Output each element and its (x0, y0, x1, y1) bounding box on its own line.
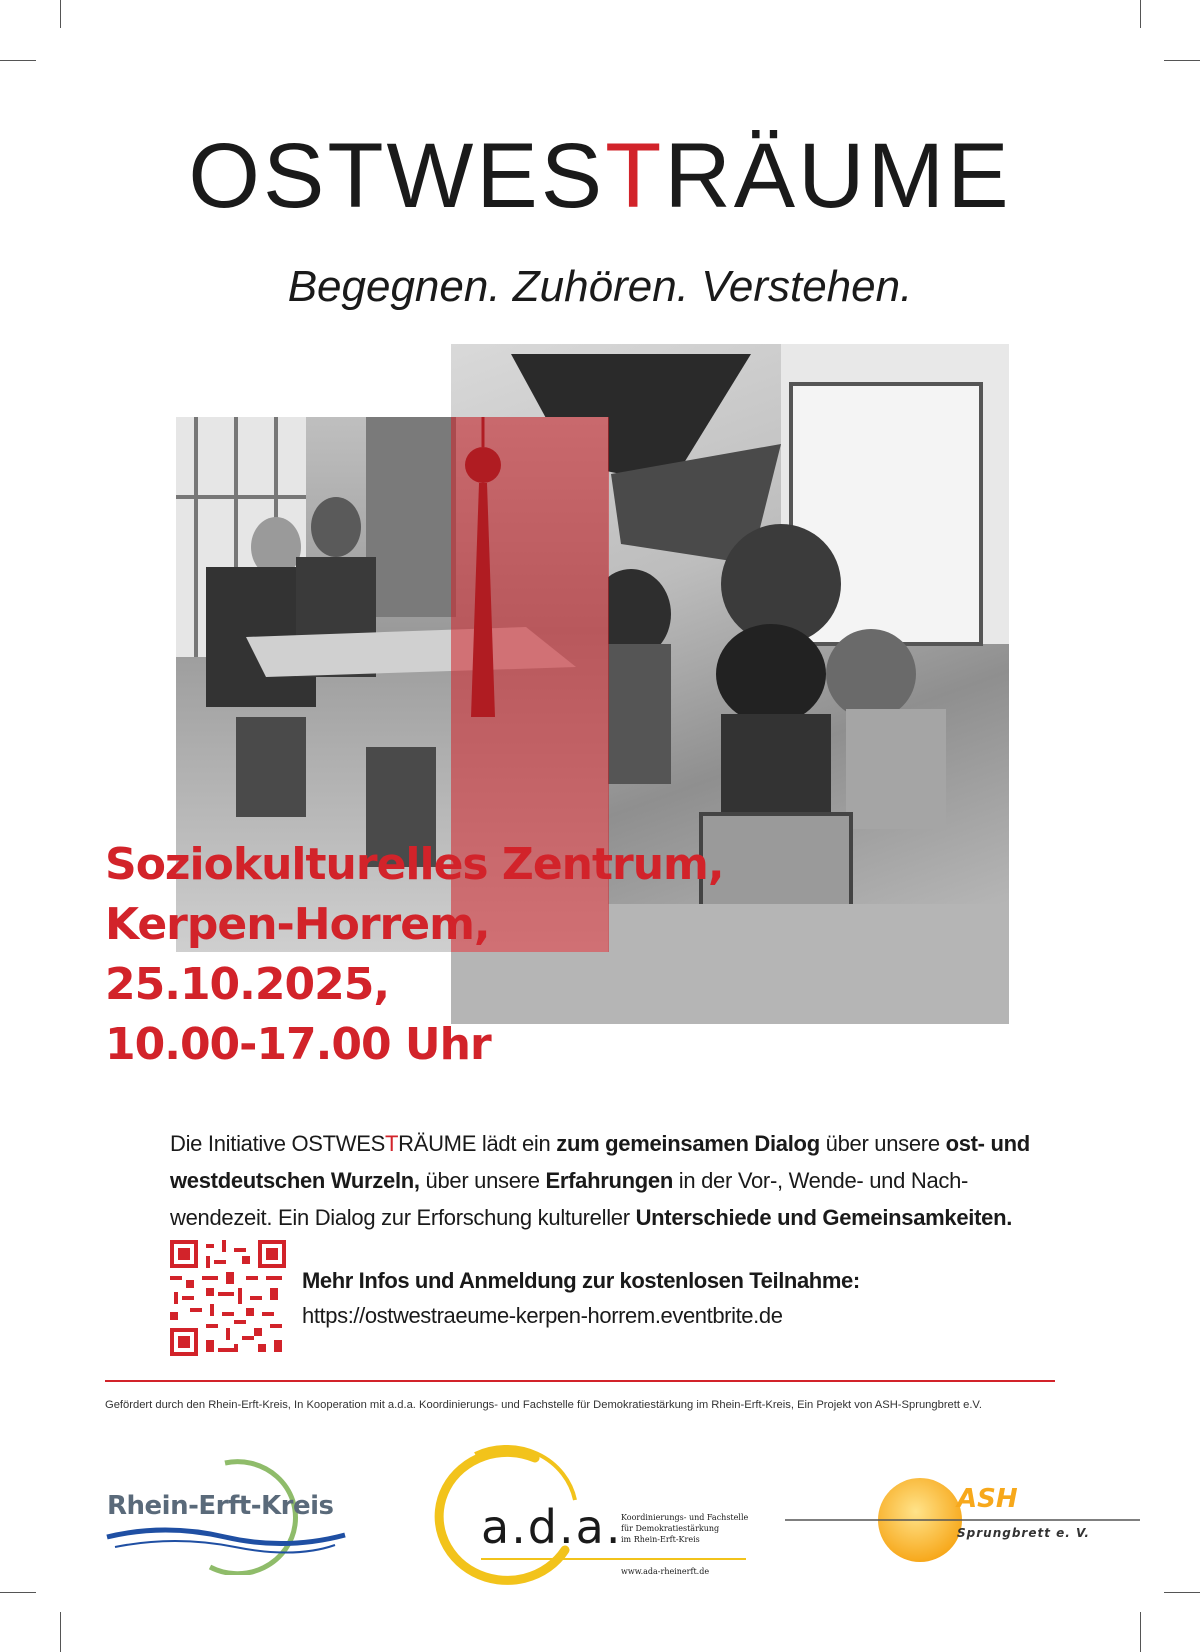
ada-underline (481, 1558, 746, 1560)
poster-title: OSTWESTRÄUME (188, 125, 1012, 227)
crop-mark (60, 1612, 61, 1652)
title-accent-letter: T (605, 125, 665, 227)
ash-sprungbrett-logo (785, 1470, 1145, 1580)
qr-code[interactable] (170, 1240, 286, 1356)
qr-code-icon (170, 1240, 286, 1356)
footer-divider (105, 1380, 1055, 1382)
crop-mark (1164, 1592, 1200, 1593)
event-venue: Soziokulturelles Zentrum, (105, 839, 724, 890)
crop-mark (1164, 60, 1200, 61)
ash-name: ASH (957, 1484, 1018, 1514)
event-time: 10.00-17.00 Uhr (105, 1019, 491, 1070)
crop-mark (0, 1592, 36, 1593)
rhein-erft-kreis-label: Rhein-Erft-Kreis (107, 1491, 334, 1521)
ada-name: a.d.a. (481, 1500, 623, 1554)
event-description: Die Initiative OSTWESTRÄUME lädt ein zum gemeinsamen Dialog über unsere ost- und westdeutschen Wurzeln, über unsere Erfahrungen in der Vor-, Wende- und Nach-wendezeit. Ein Dialog zur Erforschung kultureller Unterschiede und Gemeinsamkeiten. (170, 1131, 1030, 1230)
event-date: 25.10.2025, (105, 959, 390, 1010)
ada-website: www.ada-rheinerft.de (621, 1567, 710, 1576)
crop-mark (0, 60, 36, 61)
funding-note: Gefördert durch den Rhein-Erft-Kreis, In Kooperation mit a.d.a. Koordinierungs- und Fachstelle für Demokratiestärkung im Rhein-Erft-Kreis, Ein Projekt von ASH-Sprungbrett e.V. (105, 1399, 982, 1411)
ada-logo (415, 1440, 755, 1585)
ash-subtitle: Sprungbrett e. V. (957, 1526, 1090, 1540)
registration-link[interactable]: https://ostwestraeume-kerpen-horrem.eventbrite.de (302, 1303, 783, 1328)
rhein-erft-kreis-logo (105, 1455, 365, 1575)
event-place: Kerpen-Horrem, (105, 899, 490, 950)
event-details (105, 835, 1005, 1075)
registration-label: Mehr Infos und Anmeldung zur kostenlosen Teilnahme: (302, 1268, 860, 1293)
crop-mark (60, 0, 61, 28)
poster-tagline: Begegnen. Zuhören. Verstehen. (287, 262, 913, 311)
crop-mark (1140, 0, 1141, 28)
ada-subtitle: Koordinierungs- und Fachstelle für Demokratiestärkung im Rhein-Erft-Kreis (621, 1513, 749, 1544)
crop-mark (1140, 1612, 1141, 1652)
